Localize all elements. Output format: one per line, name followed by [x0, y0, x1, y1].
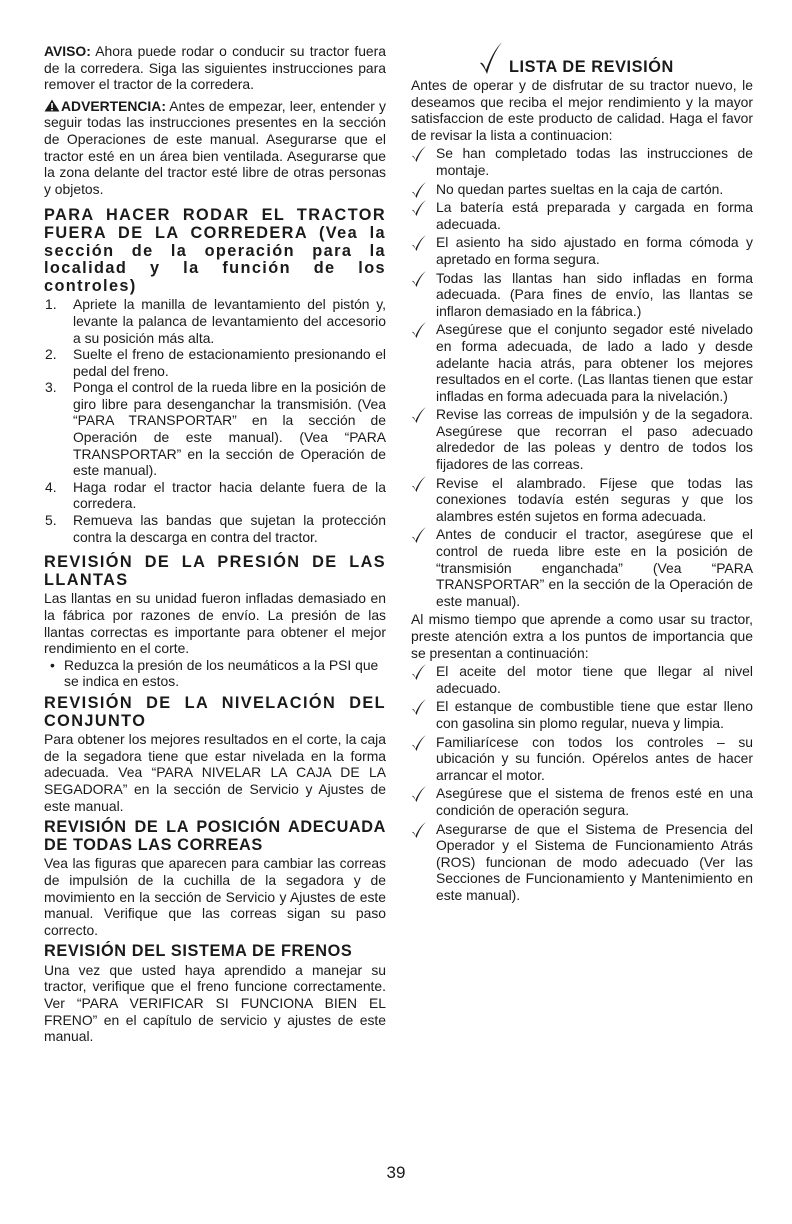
list-item: 2. Suelte el freno de estacionamiento presionando el pedal del freno. — [45, 346, 386, 379]
rodar-heading: PARA HACER RODAR EL TRACTOR FUERA DE LA CORREDERA (Vea la sección de la operación para la localidad y la función de los controles) — [44, 206, 386, 295]
nivelacion-paragraph: Para obtener los mejores resultados en el corte, la caja de la segadora tiene que estar nivelada en la forma adecuada. Vea “PARA NIVELAR LA CAJA DE LA SEGADORA” en la sección de Servicio y Ajustes de este manual. — [44, 731, 386, 814]
checklist-middle-text: Al mismo tiempo que aprende a como usar su tractor, preste atención extra a los puntos de importancia que se presentan a continuación: — [411, 611, 753, 661]
list-item: La batería está preparada y cargada en forma adecuada. — [411, 199, 753, 232]
frenos-heading: REVISIÓN DEL SISTEMA DE FRENOS — [44, 942, 353, 961]
list-item: 3. Ponga el control de la rueda libre en la posición de giro libre para desenganchar la transmisión. (Vea “PARA TRANSPORTAR” en la sección de Operación de este manual). (Vea “PARA TRANSPORTAR” en la sección de Operación de este manual). — [45, 379, 386, 479]
checkmark-icon — [411, 145, 427, 163]
list-item: Familiarícese con todos los controles – su ubicación y su función. Opérelos antes de hacer arrancar el motor. — [411, 734, 753, 784]
correas-paragraph: Vea las figuras que aparecen para cambiar las correas de impulsión de la cuchilla de la segadora y de movimiento en la sección de Servicio y Ajustes de este manual. Verifique que las correas sigan su paso correcto. — [44, 855, 386, 938]
checkmark-icon — [411, 199, 427, 217]
list-item: El asiento ha sido ajustado en forma cómoda y apretado en forma segura. — [411, 234, 753, 267]
checklist-intro: Antes de operar y de disfrutar de su tractor nuevo, le deseamos que reciba el mejor rendimiento y la mayor satisfaccion de este producto de calidad. Haga el favor de revisar la lista a continuacion: — [411, 77, 753, 143]
aviso-label: AVISO: — [44, 43, 91, 59]
list-item: No quedan partes sueltas en la caja de cartón. — [411, 181, 753, 198]
list-item: 1. Apriete la manilla de levantamiento del pistón y, levante la palanca de levantamiento del accesorio a su posición más alta. — [45, 296, 386, 346]
list-item: Se han completado todas las instrucciones de montaje. — [411, 145, 753, 178]
right-column — [411, 43, 753, 906]
list-item: Revise las correas de impulsión y de la segadora. Asegúrese que recorran el paso adecuado alrededor de las poleas y dentro de todos los fijadores de las correas. — [411, 406, 753, 472]
advertencia-paragraph — [44, 98, 386, 198]
frenos-paragraph: Una vez que usted haya aprendido a manejar su tractor, verifique que el freno funcione correctamente. Ver “PARA VERIFICAR SI FUNCIONA BIEN EL FRENO” en el capítulo de servicio y ajustes de este manual. — [44, 961, 386, 1045]
advertencia-label: ADVERTENCIA: — [61, 97, 166, 114]
checkmark-icon — [411, 785, 427, 803]
checkmark-icon — [411, 181, 427, 199]
presion-bullet-list — [44, 657, 386, 690]
aviso-paragraph — [44, 43, 386, 93]
list-item: El aceite del motor tiene que llegar al nivel adecuado. — [411, 663, 753, 696]
checkmark-icon — [479, 41, 503, 75]
checklist-items-2 — [411, 663, 753, 903]
warning-triangle-icon — [44, 99, 60, 112]
checklist-title: LISTA DE REVISIÓN — [509, 58, 674, 76]
list-item: El estanque de combustible tiene que estar lleno con gasolina sin plomo regular, nueva y limpia. — [411, 698, 753, 731]
list-item: Asegúrese que el sistema de frenos esté en una condición de operación segura. — [411, 785, 753, 818]
aviso-text: Ahora puede rodar o conducir su tractor fuera de la corredera. Siga las siguientes instrucciones para remover el tractor de la corredera. — [44, 43, 386, 93]
checkmark-icon — [411, 526, 427, 544]
checkmark-icon — [411, 406, 427, 424]
list-item: Todas las llantas han sido infladas en forma adecuada. (Para fines de envío, las llantas se inflaron demasiado en la fábrica.) — [411, 270, 753, 320]
checkmark-icon — [411, 475, 427, 493]
list-item: Antes de conducir el tractor, asegúrese que el control de rueda libre este en la posición de “transmisión enganchada” (Vea “PARA TRANSPORTAR” en la sección de la Operación de este manual). — [411, 526, 753, 609]
list-item: Asegúrese que el conjunto segador esté nivelado en forma adecuada, de lado a lado y desde adelante hacia atrás, para obtener los mejores resultados en el corte. (Las llantas tienen que estar infladas en forma adecuada para la nivelación.) — [411, 321, 753, 404]
presion-heading: REVISIÓN DE LA PRESIÓN DE LAS LLANTAS — [44, 553, 386, 589]
checkmark-icon — [411, 270, 427, 288]
checkmark-icon — [411, 698, 427, 716]
correas-heading: REVISIÓN DE LA POSICIÓN ADECUADA DE TODAS LAS CORREAS — [44, 818, 386, 854]
checklist-title-block — [411, 43, 753, 77]
presion-paragraph: Las llantas en su unidad fueron infladas demasiado en la fábrica por razones de envío. La presión de las llantas correctas es importante para obtener el mejor rendimiento en el corte. — [44, 590, 386, 657]
checkmark-icon — [411, 821, 427, 839]
page-number: 39 — [386, 1163, 406, 1182]
list-item: Revise el alambrado. Fíjese que todas las conexiones todavía estén seguras y que los alambres estén sujetos en forma adecuada. — [411, 475, 753, 525]
checkmark-icon — [411, 663, 427, 681]
nivelacion-heading: REVISIÓN DE LA NIVELACIÓN DEL CONJUNTO — [44, 693, 386, 730]
checkmark-icon — [411, 321, 427, 339]
list-item: 5. Remueva las bandas que sujetan la protección contra la descarga en contra del tractor. — [45, 512, 386, 545]
rodar-steps-list — [44, 296, 386, 545]
left-column — [44, 43, 386, 1045]
checkmark-icon — [411, 734, 427, 752]
list-item: • Reduzca la presión de los neumáticos a la PSI que se indica en estos. — [50, 656, 379, 690]
advertencia-text: Antes de empezar, leer, entender y seguir todas las instrucciones presentes en la sección de Operaciones de este manual. Asegurarse que el tractor esté en un área bien ventilada. Asegurarse que la zona delante del tractor esté libre de otras personas y objetos. — [44, 97, 386, 197]
list-item: 4. Haga rodar el tractor hacia delante fuera de la corredera. — [45, 478, 386, 512]
checklist-items-1 — [411, 145, 753, 609]
checkmark-icon — [411, 234, 427, 252]
list-item: Asegurarse de que el Sistema de Presencia del Operador y el Sistema de Funcionamiento Atrás (ROS) funcionan de modo adecuado (Ver las Secciones de Funcionamiento y Mantenimiento en este manual). — [411, 821, 753, 904]
